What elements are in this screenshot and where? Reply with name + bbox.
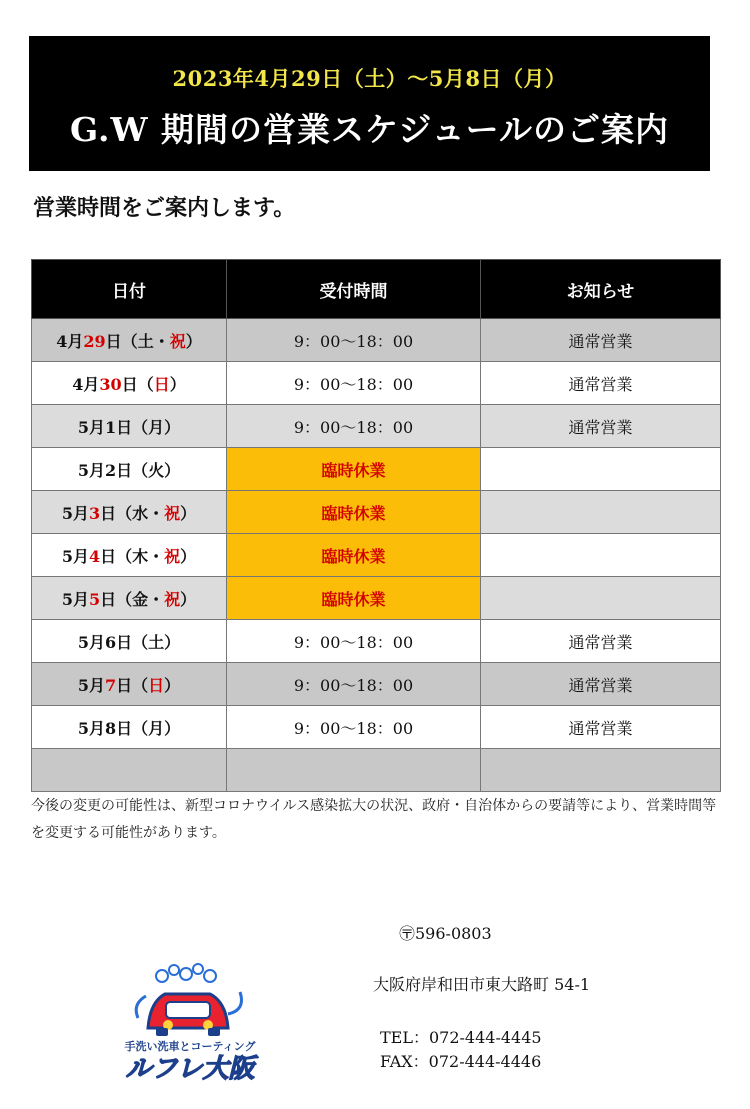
table-row: [32, 362, 721, 405]
postal-code: 〶596-0803: [399, 924, 492, 943]
date-cell: [32, 362, 227, 405]
date-day-suffix: 日（: [100, 546, 133, 566]
hours-cell: 9：00～18：00: [227, 405, 481, 448]
date-day: 6: [104, 632, 117, 652]
date-month-suffix: 月: [72, 503, 89, 523]
intro-text: 営業時間をご案内します。: [33, 195, 296, 221]
date-weekday: 土: [137, 331, 154, 351]
table-row: [32, 620, 721, 663]
date-day: 8: [104, 718, 117, 738]
date-day-suffix: 日（: [100, 503, 133, 523]
logo-brand-name: ルフレ大阪: [125, 1054, 255, 1084]
date-cell: [32, 663, 227, 706]
address: 大阪府岸和田市東大路町 54-1: [373, 975, 591, 994]
date-day: 30: [99, 374, 122, 394]
header-hours: 受付時間: [227, 260, 481, 319]
date-month: 5: [77, 718, 89, 738]
date-day-suffix: 日（: [121, 374, 154, 394]
date-cell: [32, 620, 227, 663]
date-day-suffix: 日（: [116, 460, 149, 480]
header-notice: お知らせ: [481, 260, 721, 319]
date-cell: [32, 491, 227, 534]
date-month-suffix: 月: [88, 718, 105, 738]
date-day-suffix: 日（: [116, 632, 149, 652]
hours-cell: 9：00～18：00: [227, 620, 481, 663]
date-day: 1: [104, 417, 117, 437]
logo-tagline: 手洗い洗車とコーティング: [124, 1040, 256, 1053]
change-notice: 今後の変更の可能性は、新型コロナウイルス感染拡大の状況、政府・自治体からの要請等により、営業時間等を変更する可能性があります。: [31, 798, 717, 841]
date-sep: ・: [148, 503, 165, 523]
table-header-row: [32, 260, 721, 319]
date-month: 5: [77, 417, 89, 437]
date-cell: [32, 534, 227, 577]
date-day-suffix: 日（: [116, 675, 149, 695]
date-close: ）: [164, 718, 181, 738]
date-sep: ・: [148, 589, 165, 609]
date-month: 5: [61, 503, 73, 523]
date-day: 7: [104, 675, 117, 695]
date-close: ）: [180, 503, 197, 523]
date-weekday: 日: [148, 675, 165, 695]
date-close: ）: [180, 589, 197, 609]
date-month-suffix: 月: [83, 374, 100, 394]
date-day-suffix: 日（: [100, 589, 133, 609]
notice-cell: [481, 749, 721, 792]
notice-cell: 通常営業: [481, 405, 721, 448]
date-close: ）: [180, 546, 197, 566]
hours-cell: 9：00～18：00: [227, 319, 481, 362]
closed-cell: 臨時休業: [227, 448, 481, 491]
date-weekday: 月: [148, 417, 165, 437]
date-day: 4: [88, 546, 101, 566]
date-sep: ・: [148, 546, 165, 566]
date-weekday: 金: [132, 589, 149, 609]
date-month-suffix: 月: [88, 632, 105, 652]
table-row: [32, 405, 721, 448]
header-banner: [29, 36, 710, 171]
date-close: ）: [169, 374, 186, 394]
notice-cell: 通常営業: [481, 620, 721, 663]
schedule-body: [32, 319, 721, 792]
date-day: 5: [88, 589, 101, 609]
date-cell: [32, 448, 227, 491]
date-holiday: 祝: [164, 503, 181, 523]
table-row: [32, 319, 721, 362]
date-holiday: 祝: [164, 546, 181, 566]
date-day-suffix: 日（: [116, 718, 149, 738]
date-cell: [32, 749, 227, 792]
date-weekday: 火: [148, 460, 165, 480]
date-holiday: 祝: [164, 589, 181, 609]
table-row: [32, 749, 721, 792]
table-row: [32, 663, 721, 706]
hours-cell: 9：00～18：00: [227, 663, 481, 706]
date-sep: ・: [153, 331, 170, 351]
date-weekday: 日: [153, 374, 170, 394]
date-month-suffix: 月: [72, 546, 89, 566]
date-cell: [32, 405, 227, 448]
schedule-table: [31, 259, 721, 792]
hours-cell: 9：00～18：00: [227, 706, 481, 749]
date-month: 4: [72, 374, 84, 394]
date-weekday: 木: [132, 546, 149, 566]
date-month: 5: [61, 546, 73, 566]
date-day-suffix: 日（: [105, 331, 138, 351]
table-row: [32, 706, 721, 749]
closed-cell: 臨時休業: [227, 534, 481, 577]
notice-cell: 通常営業: [481, 706, 721, 749]
date-holiday: 祝: [169, 331, 186, 351]
date-close: ）: [164, 632, 181, 652]
notice-cell: 通常営業: [481, 663, 721, 706]
closed-cell: 臨時休業: [227, 577, 481, 620]
date-weekday: 土: [148, 632, 165, 652]
date-month-suffix: 月: [88, 460, 105, 480]
date-cell: [32, 319, 227, 362]
table-row: [32, 577, 721, 620]
date-cell: [32, 577, 227, 620]
hours-cell: [227, 749, 481, 792]
date-month-suffix: 月: [88, 675, 105, 695]
table-row: [32, 534, 721, 577]
notice-cell: [481, 577, 721, 620]
notice-cell: 通常営業: [481, 362, 721, 405]
table-row: [32, 448, 721, 491]
notice-cell: [481, 448, 721, 491]
hours-cell: 9：00～18：00: [227, 362, 481, 405]
date-month: 5: [77, 632, 89, 652]
company-logo: [110, 962, 270, 1087]
date-day: 2: [104, 460, 117, 480]
date-close: ）: [185, 331, 202, 351]
date-month: 5: [77, 460, 89, 480]
date-cell: [32, 706, 227, 749]
tel-number: TEL：072-444-4445: [380, 1028, 542, 1047]
date-month: 4: [56, 331, 68, 351]
period-dates: 2023年4月29日（土）～5月8日（月）: [172, 66, 567, 91]
closed-cell: 臨時休業: [227, 491, 481, 534]
header-date: 日付: [32, 260, 227, 319]
date-month: 5: [61, 589, 73, 609]
date-weekday: 水: [132, 503, 149, 523]
date-month-suffix: 月: [72, 589, 89, 609]
notice-cell: 通常営業: [481, 319, 721, 362]
notice-cell: [481, 534, 721, 577]
date-month: 5: [77, 675, 89, 695]
date-close: ）: [164, 675, 181, 695]
fax-number: FAX：072-444-4446: [380, 1052, 542, 1071]
date-close: ）: [164, 417, 181, 437]
date-month-suffix: 月: [88, 417, 105, 437]
date-day: 29: [83, 331, 106, 351]
page-title: G.W 期間の営業スケジュールのご案内: [69, 110, 670, 149]
table-row: [32, 491, 721, 534]
date-close: ）: [164, 460, 181, 480]
notice-cell: [481, 491, 721, 534]
date-weekday: 月: [148, 718, 165, 738]
date-day-suffix: 日（: [116, 417, 149, 437]
date-day: 3: [88, 503, 101, 523]
date-month-suffix: 月: [67, 331, 84, 351]
